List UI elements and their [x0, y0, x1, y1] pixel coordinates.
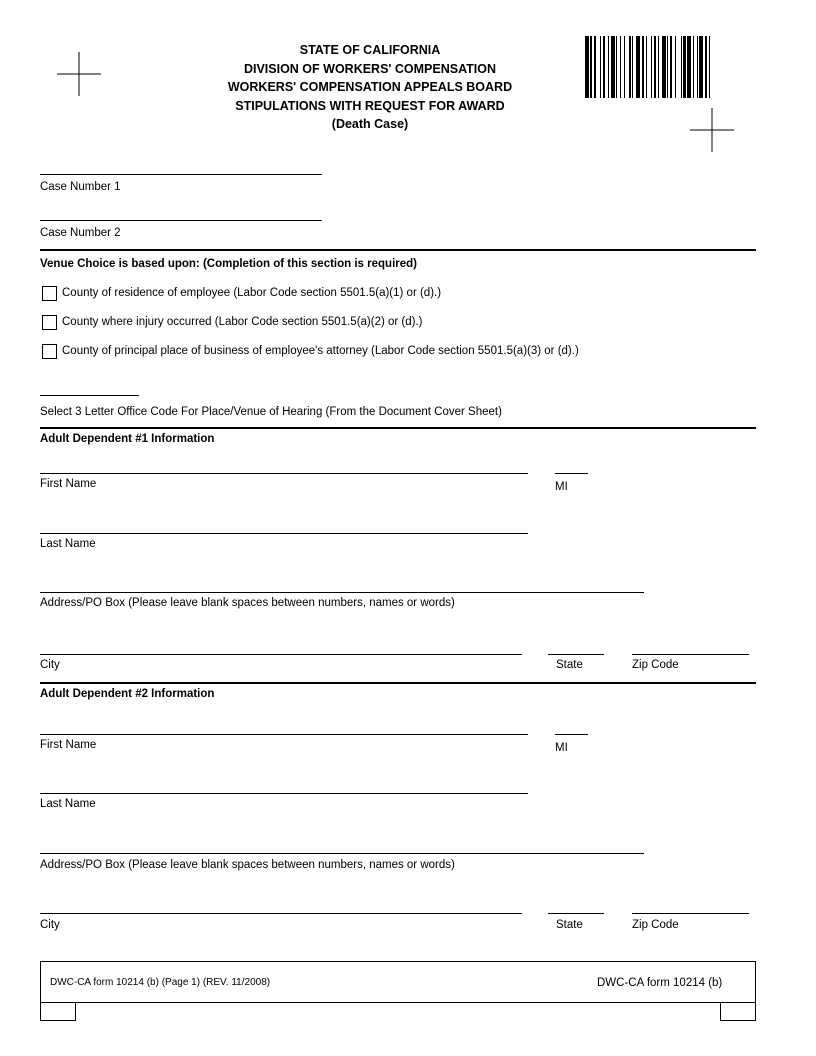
dependent-2-first-name-input[interactable]: [40, 734, 528, 735]
header-line-4: STIPULATIONS WITH REQUEST FOR AWARD: [235, 98, 505, 113]
header-line-1: STATE OF CALIFORNIA: [299, 43, 441, 57]
dependent-2-address-input[interactable]: [40, 853, 644, 854]
dependent-1-last-name-label: Last Name: [40, 538, 96, 550]
venue-heading: Venue Choice is based upon: (Completion of this section is required): [40, 258, 417, 270]
page-title: [160, 41, 580, 134]
dependent-1-mi-input[interactable]: [555, 473, 588, 474]
case-number-1-label: Case Number 1: [40, 181, 121, 193]
dependent-1-city-input[interactable]: [40, 654, 522, 655]
dependent-2-city-label: City: [40, 919, 60, 931]
case-number-2-label: Case Number 2: [40, 227, 121, 239]
case-number-1-input[interactable]: [40, 174, 322, 175]
dependent-2-heading: Adult Dependent #2 Information: [40, 688, 215, 700]
dependent-1-state-label: State: [556, 659, 583, 671]
dependent-2-last-name-label: Last Name: [40, 798, 96, 810]
footer-tab-right: [720, 1003, 756, 1021]
barcode: [585, 36, 755, 98]
header-line-5: (Death Case): [331, 117, 409, 131]
dependent-2-state-input[interactable]: [548, 913, 604, 914]
dependent-2-city-input[interactable]: [40, 913, 522, 914]
footer-tab-left: [40, 1003, 76, 1021]
dependent-2-mi-label: MI: [555, 742, 568, 754]
dependent-1-mi-label: MI: [555, 481, 568, 493]
office-code-label: Select 3 Letter Office Code For Place/Venue of Hearing (From the Document Cover Sheet): [40, 406, 502, 418]
dependent-1-state-input[interactable]: [548, 654, 604, 655]
dependent-1-zip-label: Zip Code: [632, 659, 679, 671]
case-number-2-input[interactable]: [40, 220, 322, 221]
section-divider: [40, 682, 756, 684]
dependent-1-zip-input[interactable]: [632, 654, 749, 655]
venue-option-3-label: County of principal place of business of employee's attorney (Labor Code section 5501.5(a)(3) or (d).): [62, 345, 579, 357]
venue-option-2-label: County where injury occurred (Labor Code section 5501.5(a)(2) or (d).): [62, 316, 423, 328]
section-divider: [40, 249, 756, 251]
dependent-2-address-label: Address/PO Box (Please leave blank spaces between numbers, names or words): [40, 859, 455, 871]
venue-option-1-label: County of residence of employee (Labor Code section 5501.5(a)(1) or (d).): [62, 287, 442, 299]
dependent-1-first-name-label: First Name: [40, 478, 97, 490]
venue-checkbox-injury[interactable]: [42, 315, 57, 330]
footer-left-text: DWC-CA form 10214 (b) (Page 1) (REV. 11/2008): [50, 977, 271, 988]
dependent-1-city-label: City: [40, 659, 60, 671]
dependent-2-last-name-input[interactable]: [40, 793, 528, 794]
dependent-1-heading: Adult Dependent #1 Information: [40, 433, 215, 445]
dependent-1-address-label: Address/PO Box (Please leave blank spaces between numbers, names or words): [40, 597, 455, 609]
office-code-input[interactable]: [40, 395, 139, 396]
header-line-3: WORKERS' COMPENSATION APPEALS BOARD: [227, 80, 513, 94]
registration-mark-icon: [690, 108, 734, 152]
registration-mark-icon: [57, 52, 101, 96]
venue-checkbox-attorney[interactable]: [42, 344, 57, 359]
dependent-2-zip-input[interactable]: [632, 913, 749, 914]
venue-checkbox-residence[interactable]: [42, 286, 57, 301]
section-divider: [40, 427, 756, 429]
dependent-1-address-input[interactable]: [40, 592, 644, 593]
dependent-2-mi-input[interactable]: [555, 734, 588, 735]
dependent-1-first-name-input[interactable]: [40, 473, 528, 474]
dependent-2-zip-label: Zip Code: [632, 919, 679, 931]
header-line-2: DIVISION OF WORKERS' COMPENSATION: [243, 61, 497, 76]
dependent-2-state-label: State: [556, 919, 583, 931]
footer-right-text: DWC-CA form 10214 (b): [597, 977, 723, 989]
dependent-2-first-name-label: First Name: [40, 739, 97, 751]
dependent-1-last-name-input[interactable]: [40, 533, 528, 534]
